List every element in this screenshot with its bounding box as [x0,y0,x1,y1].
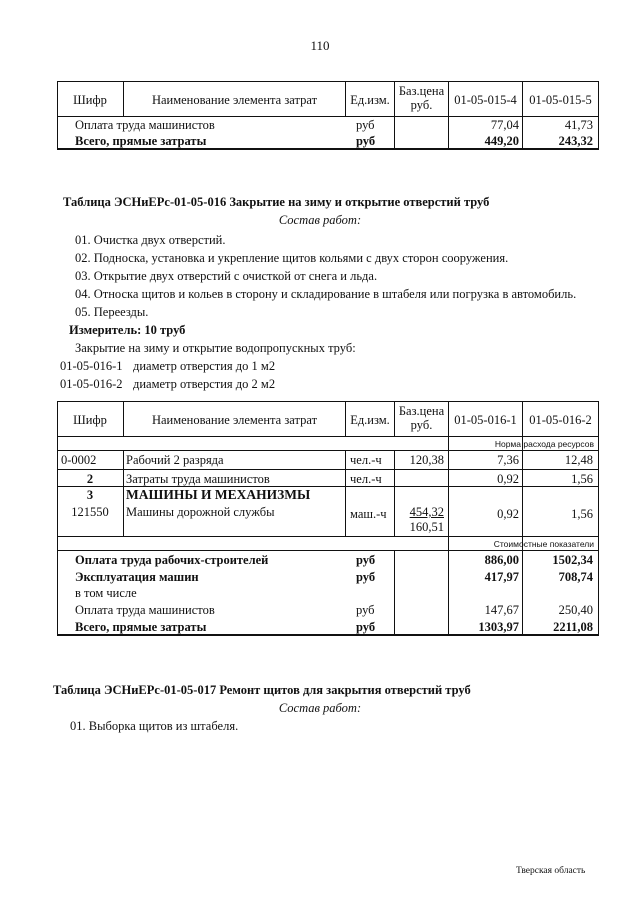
page-number: 110 [310,38,330,53]
t2-r2-code: 2 [86,472,94,486]
t2-cost-label: Стоимостные показатели [493,539,594,549]
t2-r4-name: Машины дорожной службы [126,505,275,519]
t1-header-unit: Ед.изм. [350,93,390,107]
t2-r4-price1: 454,32 [409,505,444,519]
t2-s4-unit: руб [356,603,375,617]
section1-title: Таблица ЭСНиЕРс-01-05-016 Закрытие на зиму и открытие отверстий труб [63,195,490,209]
t2-s4-name: Оплата труда машинистов [75,603,215,617]
t2-s3-name: в том числе [75,586,137,600]
t2-s5-v1: 1303,97 [478,620,519,634]
section1-item-2: 02. Подноска, установка и укрепление щитов кольями с двух сторон сооружения. [75,251,509,265]
t2-s2-name: Эксплуатация машин [75,570,199,584]
t1-row2-v1: 449,20 [484,134,519,148]
t1-header-name: Наименование элемента затрат [151,93,318,107]
t2-s2-v2: 708,74 [558,570,593,584]
t2-r4-price2: 160,51 [409,520,444,534]
t2-r4-unit: маш.-ч [350,507,387,521]
section1-item-1: 01. Очистка двух отверстий. [75,233,226,247]
t2-r2-unit: чел.-ч [350,472,382,486]
t1-row1-unit: руб [356,118,375,132]
t1-header-code: Шифр [73,93,107,107]
variant-1-code: 01-05-016-1 [60,359,123,373]
t1-row1-v2: 41,73 [564,118,593,132]
t2-s1-v1: 886,00 [484,553,519,567]
section2-item-1: 01. Выборка щитов из штабеля. [70,719,239,733]
t1-row2-v2: 243,32 [558,134,593,148]
t2-r3-name: МАШИНЫ И МЕХАНИЗМЫ [126,487,311,502]
section1-subtitle: Состав работ: [278,213,362,227]
t2-header-col2: 01-05-016-2 [529,413,592,427]
t2-s1-v2: 1502,34 [552,553,593,567]
section1-item-3: 03. Открытие двух отверстий с очисткой от снега и льда. [75,269,378,283]
section1-meter: Измеритель: 10 труб [69,323,186,337]
t1-header-col1: 01-05-015-4 [454,93,517,107]
t2-s4-v1: 147,67 [484,603,519,617]
t2-r2-name: Затраты труда машинистов [126,472,270,486]
section1-item-4: 04. Относка щитов и кольев в сторону и складирование в штабеля или погрузка в автомобиль. [75,287,577,301]
t2-r1-v2: 12,48 [564,453,593,467]
section2-subtitle: Состав работ: [278,701,362,715]
t2-r4-v1: 0,92 [497,507,519,521]
t2-r3-code: 3 [86,488,94,502]
t2-r2-v2: 1,56 [571,472,593,486]
t2-norm-label: Норма расхода ресурсов [494,439,594,449]
t2-header-col1: 01-05-016-1 [454,413,517,427]
variant-2-code: 01-05-016-2 [60,377,123,391]
t1-row2-name: Всего, прямые затраты [75,134,207,148]
t2-r4-code: 121550 [71,505,109,519]
t1-row2-unit: руб [356,134,376,148]
t2-r1-code: 0-0002 [61,453,97,467]
section1-desc: Закрытие на зиму и открытие водопропускных труб: [75,341,356,355]
t2-r1-v1: 7,36 [497,453,519,467]
t2-r1-name: Рабочий 2 разряда [126,453,224,467]
t2-s5-unit: руб [356,620,376,634]
t2-r1-unit: чел.-ч [350,453,382,467]
t2-r1-price: 120,38 [409,453,444,467]
section1-item-5: 05. Переезды. [75,305,149,319]
t2-s1-unit: руб [356,553,376,567]
t2-header-price: Баз.цена руб. [398,404,445,432]
t2-r2-v1: 0,92 [497,472,519,486]
variant-2-text: диаметр отверстия до 2 м2 [133,377,276,391]
variant-1-text: диаметр отверстия до 1 м2 [133,359,276,373]
t1-row1-name: Оплата труда машинистов [75,118,215,132]
t2-s1-name: Оплата труда рабочих-строителей [75,553,269,567]
t2-s5-name: Всего, прямые затраты [75,620,207,634]
t1-header-price: Баз.цена руб. [398,84,445,112]
t2-r4-v2: 1,56 [571,507,593,521]
t2-s2-v1: 417,97 [484,570,519,584]
t2-header-unit: Ед.изм. [350,413,390,427]
t2-header-code: Шифр [73,413,107,427]
t2-s5-v2: 2211,08 [553,620,593,634]
footer-region: Тверская область [516,866,586,876]
t1-header-col2: 01-05-015-5 [529,93,592,107]
section2-title: Таблица ЭСНиЕРс-01-05-017 Ремонт щитов для закрытия отверстий труб [53,683,471,697]
t2-s2-unit: руб [356,570,376,584]
t2-header-name: Наименование элемента затрат [151,413,318,427]
t2-s4-v2: 250,40 [558,603,593,617]
t1-row1-v1: 77,04 [490,118,519,132]
